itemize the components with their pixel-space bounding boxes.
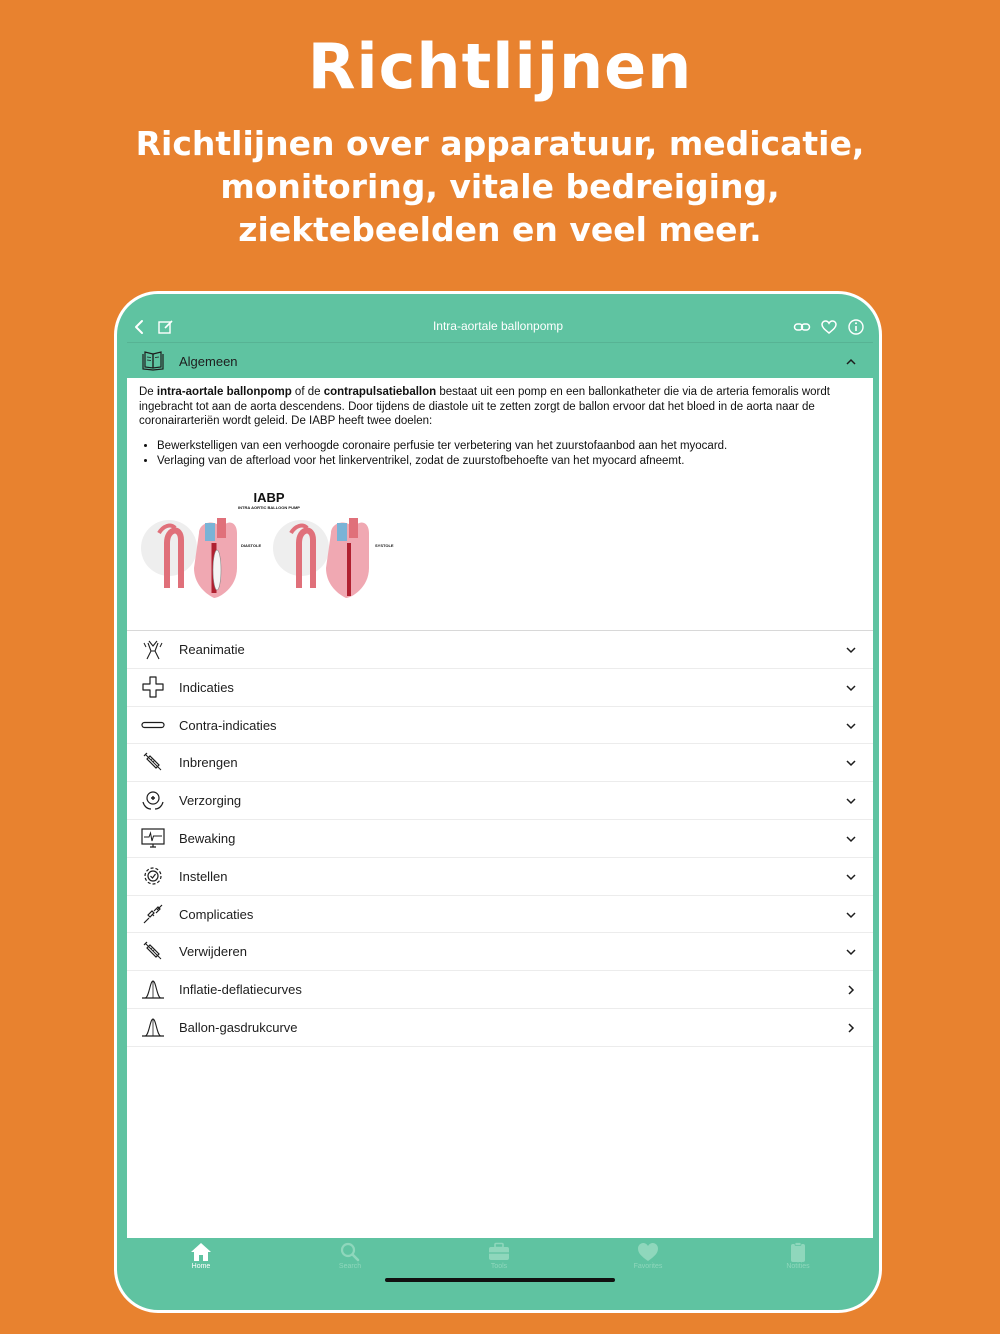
book-icon <box>141 349 165 373</box>
figure-label-systole: SYSTOLE <box>375 543 394 548</box>
accordion-item-inbrengen[interactable] <box>127 744 873 782</box>
chevron-down-icon <box>845 720 857 732</box>
accordion-item-indicaties[interactable] <box>127 669 873 707</box>
accordion-label: Instellen <box>179 868 228 884</box>
chevron-down-icon <box>845 757 857 769</box>
section-label: Algemeen <box>179 354 238 369</box>
section-header-algemeen[interactable] <box>127 342 873 379</box>
tab-label: Favorites <box>633 1263 663 1270</box>
gear-icon <box>141 864 165 888</box>
intro-term-1: intra-aortale ballonpomp <box>156 386 292 398</box>
accordion-label: Indicaties <box>179 679 234 695</box>
search-icon <box>339 1242 361 1262</box>
accordion-item-reanimatie[interactable] <box>127 631 873 669</box>
care-icon <box>141 788 165 812</box>
chevron-down-icon <box>845 682 857 694</box>
link-icon[interactable] <box>793 318 811 336</box>
figure-title: IABP <box>253 490 285 505</box>
accordion-item-instellen[interactable] <box>127 858 873 896</box>
chevron-down-icon <box>845 644 857 656</box>
toolbox-icon <box>488 1242 510 1262</box>
accordion-item-complicaties[interactable] <box>127 896 873 934</box>
iabp-illustration <box>139 488 401 618</box>
accordion-label: Reanimatie <box>179 642 245 657</box>
curve-icon <box>141 1015 165 1039</box>
tab-home[interactable] <box>161 1242 241 1270</box>
tab-label: Home <box>191 1263 211 1270</box>
list-item: • Verlaging van de afterload voor het linkerventrikel, zodat de zuurstofbehoefte van het myocard afneemt. <box>157 454 865 469</box>
accordion-label: Bewaking <box>179 830 236 846</box>
intro-term-2: contrapulsatieballon <box>323 386 437 398</box>
chevron-down-icon <box>845 795 857 807</box>
curve-icon <box>141 977 165 1001</box>
chevron-down-icon <box>845 909 857 921</box>
minus-icon <box>141 713 165 737</box>
intro-paragraph: De intra-aortale ballonpomp of de contrapulsatieballon bestaat uit een pomp en een ballonkatheter die via de arteria femoralis wordt ingebracht tot aan de aorta descendens. Door tijdens de diastole uit te zetten zorgt de ballon ervoor dat het bloed in de aorta naar de coronairarteriën wordt geleid. De IABP heeft twee doelen: <box>139 386 830 427</box>
figure-label-diastole: DIASTOLE <box>241 543 262 548</box>
info-icon[interactable] <box>847 318 865 336</box>
chevron-down-icon <box>845 871 857 883</box>
chevron-right-icon <box>845 1022 857 1034</box>
accordion-label: Inflatie-deflatiecurves <box>179 982 302 998</box>
navbar <box>117 294 879 342</box>
tab-label: Search <box>338 1263 362 1270</box>
accordion-label: Complicaties <box>179 906 254 922</box>
tab-favorites[interactable] <box>608 1242 688 1270</box>
chevron-down-icon <box>845 833 857 845</box>
tab-bar <box>117 1238 879 1313</box>
accordion-label: Inbrengen <box>179 755 238 771</box>
accordion-item-bewaking[interactable] <box>127 820 873 858</box>
accordion-item-ballon-gasdrukcurve[interactable] <box>127 1009 873 1047</box>
plus-icon <box>141 675 165 699</box>
accordion-label: Verwijderen <box>179 944 247 960</box>
chevron-down-icon <box>845 946 857 958</box>
hands-icon <box>141 637 165 661</box>
heart-icon <box>637 1242 659 1262</box>
accordion-label: Contra-indicaties <box>179 717 277 733</box>
syringe-icon <box>141 939 165 963</box>
syringe-icon <box>141 750 165 774</box>
chevron-right-icon <box>845 984 857 996</box>
accordion-item-contra-indicaties[interactable] <box>127 707 873 745</box>
accordion-list <box>127 630 873 1047</box>
tab-notities[interactable] <box>758 1242 838 1270</box>
figure-subtitle: INTRA AORTIC BALLOON PUMP <box>238 505 300 510</box>
tablet-frame <box>114 291 882 1313</box>
content-panel <box>127 378 873 1238</box>
chevron-up-icon <box>845 356 857 368</box>
page-title: Intra-aortale ballonpomp <box>432 319 564 333</box>
accordion-label: Verzorging <box>179 793 242 809</box>
list-item: • Bewerkstelligen van een verhoogde coronaire perfusie ter verbetering van het zuurstofaanbod aan het myocard. <box>157 439 865 454</box>
hero-subtitle: Richtlijnen over apparatuur, medicatie, monitoring, vitale bedreiging, ziektebeelden en veel meer. <box>135 124 865 249</box>
clipboard-icon <box>787 1242 809 1262</box>
monitor-icon <box>141 826 165 850</box>
tab-search[interactable] <box>310 1242 390 1270</box>
heart-icon[interactable] <box>820 318 838 336</box>
goals-list <box>139 439 865 469</box>
broken-syringe-icon <box>141 902 165 926</box>
accordion-item-verzorging[interactable] <box>127 782 873 820</box>
tab-tools[interactable] <box>459 1242 539 1270</box>
tab-label: Tools <box>490 1263 508 1270</box>
intro-text <box>139 385 865 470</box>
accordion-label: Ballon-gasdrukcurve <box>179 1019 298 1035</box>
hero-title: Richtlijnen <box>307 30 693 103</box>
tab-label: Notities <box>786 1263 810 1270</box>
accordion-item-inflatie-deflatiecurves[interactable] <box>127 971 873 1009</box>
accordion-item-verwijderen[interactable] <box>127 933 873 971</box>
home-indicator <box>385 1278 615 1282</box>
home-icon <box>190 1242 212 1262</box>
